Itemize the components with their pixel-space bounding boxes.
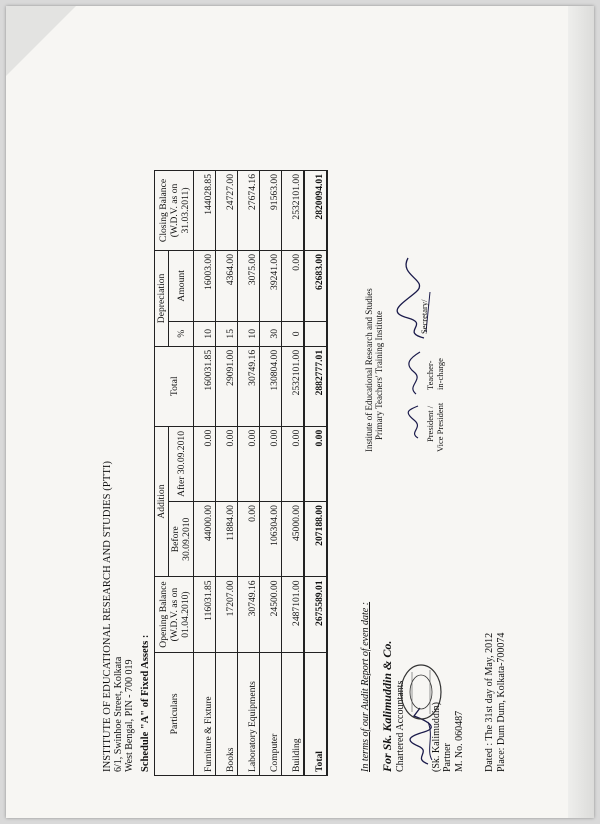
row-before: 0.00 — [238, 502, 260, 577]
header-depreciation: Depreciation — [155, 250, 169, 346]
role-president: President / — [425, 405, 435, 442]
inst-line-2: Primary Teachers' Training Institute — [374, 310, 384, 440]
letterhead — [102, 461, 135, 772]
row-after: 0.00 — [282, 426, 305, 501]
row-amount: 16003.00 — [194, 250, 216, 321]
table-row — [282, 171, 305, 776]
header-after: After 30.09.2010 — [169, 426, 194, 501]
place-line: Place: Dum Dum, Kolkata-700074 — [495, 632, 507, 772]
document-page — [6, 6, 594, 818]
row-pct: 0 — [282, 321, 305, 346]
header-addition: Addition — [155, 426, 169, 577]
row-name: Books — [216, 652, 238, 775]
row-name: Building — [282, 652, 305, 775]
row-opening: 17207.00 — [216, 577, 238, 652]
rotated-content — [102, 58, 522, 782]
fixed-assets-table — [154, 170, 328, 776]
row-pct: 15 — [216, 321, 238, 346]
row-after: 0.00 — [194, 426, 216, 501]
row-amount: 39241.00 — [260, 250, 282, 321]
schedule-title: Schedule "A" of Fixed Assets : — [140, 634, 151, 772]
row-name: Computer — [260, 652, 282, 775]
page-corner-fold — [6, 6, 76, 76]
row-after: 0.00 — [216, 426, 238, 501]
membership-number: M. No. 060487 — [453, 710, 465, 772]
total-closing: 2820094.01 — [304, 171, 327, 251]
row-after: 0.00 — [260, 426, 282, 501]
partner-role: Partner — [442, 743, 453, 772]
row-before: 11884.00 — [216, 502, 238, 577]
row-name: Laboratory Equipments — [238, 652, 260, 775]
row-total: 29091.00 — [216, 346, 238, 426]
row-total: 160031.85 — [194, 346, 216, 426]
audit-note: In terms of our Audit Report of even date : — [360, 601, 371, 772]
row-closing: 27674.16 — [238, 171, 260, 251]
total-opening: 2675589.01 — [304, 577, 327, 652]
row-opening: 2487101.00 — [282, 577, 305, 652]
header-opening-balance: Opening Balance (W.D.V. as on 01.04.2010) — [155, 577, 194, 652]
row-total: 130804.00 — [260, 346, 282, 426]
firm-name: For Sk. Kalimuddin & Co. — [380, 640, 394, 772]
header-particulars: Particulars — [155, 652, 194, 775]
table-row — [194, 171, 216, 776]
row-pct: 10 — [238, 321, 260, 346]
header-amount: Amount — [169, 250, 194, 321]
row-pct: 10 — [194, 321, 216, 346]
total-amount: 62683.00 — [304, 250, 327, 321]
row-total: 2532101.00 — [282, 346, 305, 426]
row-total: 30749.16 — [238, 346, 260, 426]
total-row — [304, 171, 327, 776]
address-line-2: West Bengal, PIN - 700 019 — [124, 659, 135, 772]
inst-line-1: Institute of Educational Research and Studies — [364, 288, 374, 452]
row-after: 0.00 — [238, 426, 260, 501]
row-amount: 4364.00 — [216, 250, 238, 321]
row-opening: 24500.00 — [260, 577, 282, 652]
role-secretary: Secretary/ — [419, 299, 429, 334]
row-amount: 0.00 — [282, 250, 305, 321]
row-pct: 30 — [260, 321, 282, 346]
role-vice-president: Vice President — [435, 402, 445, 452]
address-line-1: 6/1, Swinhoe Street, Kolkata — [113, 656, 124, 772]
total-after: 0.00 — [304, 426, 327, 501]
header-before: Before 30.09.2010 — [169, 502, 194, 577]
row-name: Furniture & Fixture — [194, 652, 216, 775]
partner-name: (Sk. Kalimuddin) — [430, 702, 442, 772]
row-before: 106304.00 — [260, 502, 282, 577]
header-pct: % — [169, 321, 194, 346]
header-closing-balance: Closing Balance (W.D.V. as on 31.03.2011) — [155, 171, 194, 251]
row-before: 45000.00 — [282, 502, 305, 577]
total-label: Total — [304, 652, 327, 775]
total-pct — [304, 321, 327, 346]
header-total: Total — [155, 346, 194, 426]
date-place-block — [484, 633, 507, 772]
institute-name: INSTITUTE OF EDUCATIONAL RESEARCH AND STUDIES (PTTI) — [102, 460, 113, 772]
row-closing: 24727.00 — [216, 171, 238, 251]
role-teacher: Teacher- — [425, 360, 435, 390]
row-opening: 116031.85 — [194, 577, 216, 652]
institute-signatory-block — [364, 252, 384, 452]
row-amount: 3075.00 — [238, 250, 260, 321]
dated-line: Dated : The 31st day of May, 2012 — [484, 632, 495, 772]
row-closing: 91563.00 — [260, 171, 282, 251]
role-incharge: in-charge — [435, 358, 445, 390]
firm-seal-stamp — [398, 662, 444, 722]
total-total: 2882777.01 — [304, 346, 327, 426]
scan-edge — [568, 6, 594, 818]
table-row — [238, 171, 260, 776]
row-closing: 144028.85 — [194, 171, 216, 251]
row-closing: 2532101.00 — [282, 171, 305, 251]
table-row — [260, 171, 282, 776]
row-before: 44000.00 — [194, 502, 216, 577]
table-row — [216, 171, 238, 776]
firm-subtitle: Chartered Accountants — [395, 680, 406, 772]
total-before: 207188.00 — [304, 502, 327, 577]
row-opening: 30749.16 — [238, 577, 260, 652]
